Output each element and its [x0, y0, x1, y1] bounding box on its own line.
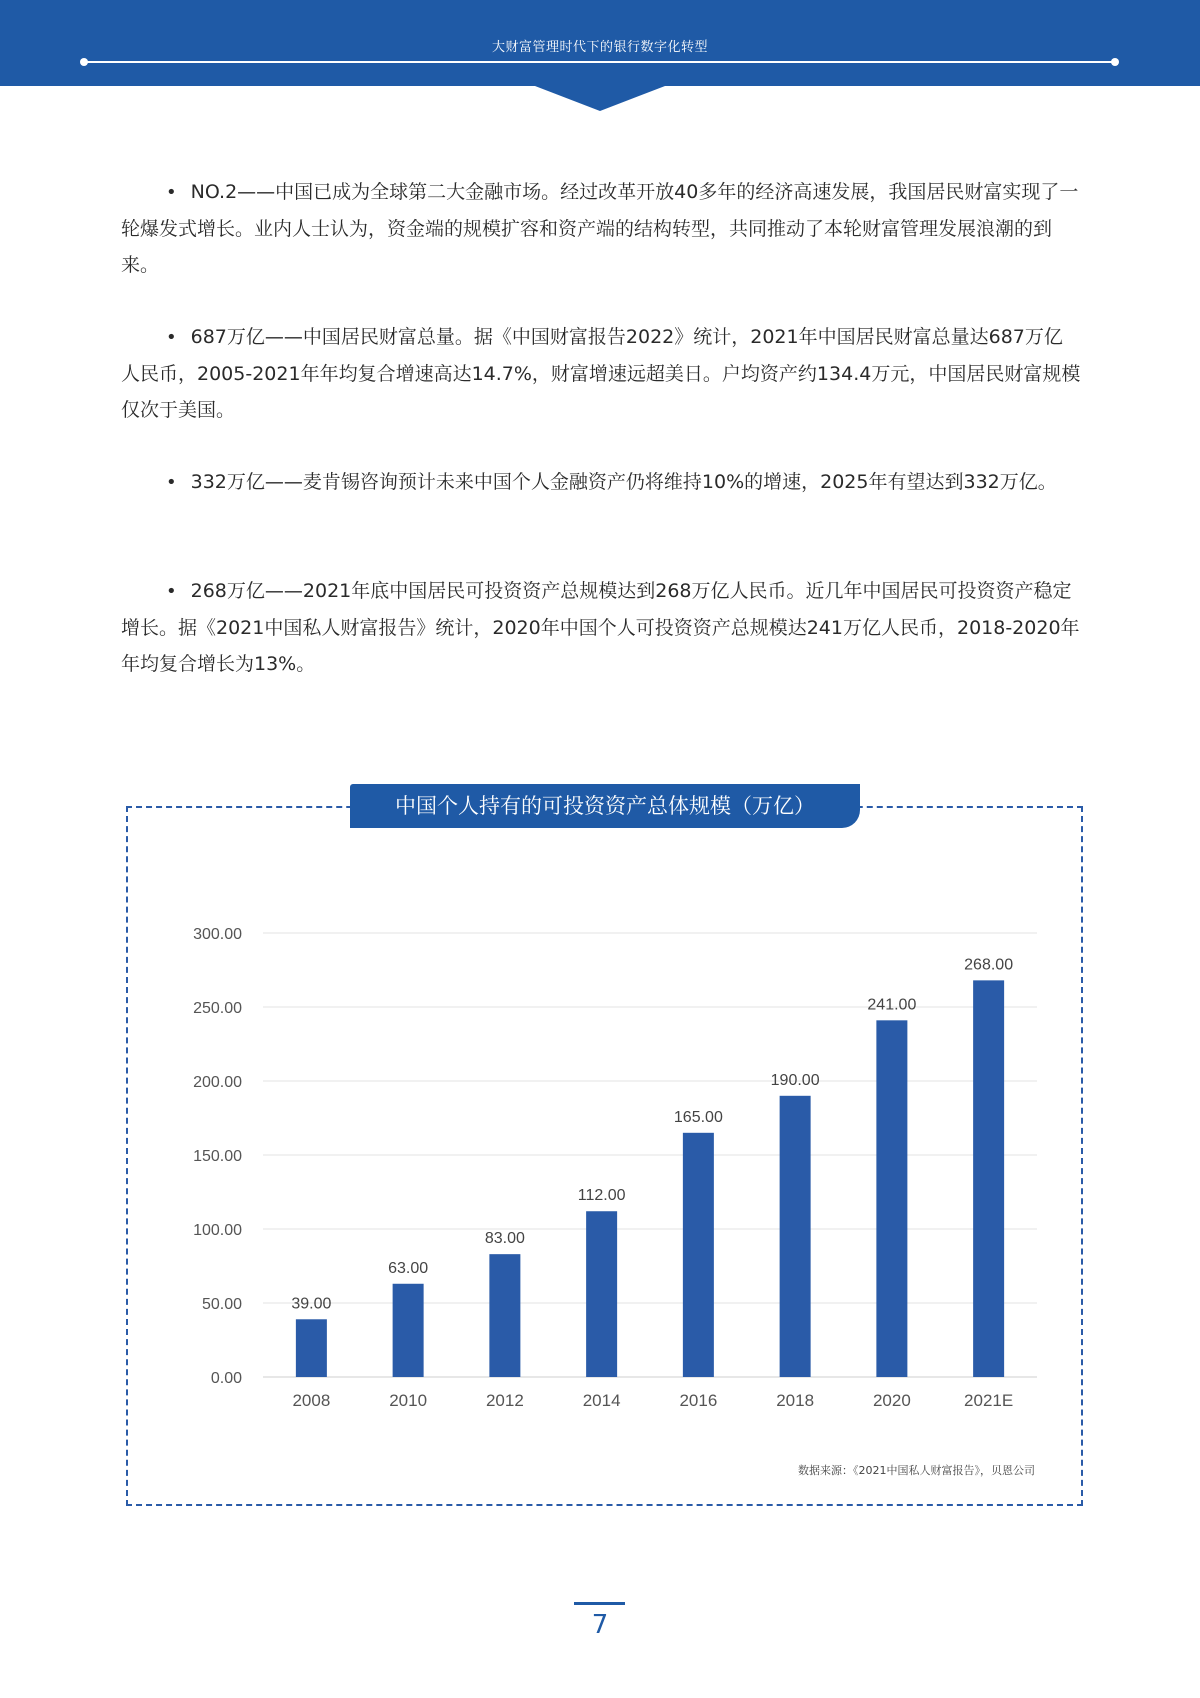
x-tick-label: 2014	[582, 1391, 621, 1410]
x-tick-label: 2012	[485, 1391, 524, 1410]
bullet-text: 268万亿——2021年底中国居民可投资资产总规模达到268万亿人民币。近几年中国居民可投资资产稳定增长。据《2021中国私人财富报告》统计，2020年中国个人可投资资产总规模达241万亿人民币，2018-2020年年均复合增长为13%。	[121, 580, 1080, 675]
bullet-marker: •	[166, 327, 177, 348]
bullet-text: NO.2——中国已成为全球第二大金融市场。经过改革开放40多年的经济高速发展，我国居民财富实现了一轮爆发式增长。业内人士认为，资金端的规模扩容和资产端的结构转型，共同推动了本轮财富管理发展浪潮的到来。	[121, 181, 1079, 276]
y-tick-label: 0.00	[210, 1370, 242, 1387]
y-tick-label: 150.00	[193, 1148, 242, 1165]
x-tick-label: 2010	[389, 1391, 428, 1410]
bullet-marker: •	[166, 472, 177, 493]
x-tick-label: 2020	[872, 1391, 911, 1410]
data-label: 63.00	[388, 1259, 429, 1277]
data-label: 112.00	[577, 1187, 626, 1205]
bar	[876, 1020, 907, 1377]
bar	[393, 1284, 424, 1377]
chart-source-note: 数据来源：《2021中国私人财富报告》，贝恩公司	[798, 1464, 1035, 1477]
bullet-marker: •	[166, 581, 177, 602]
bar	[973, 980, 1004, 1377]
y-tick-label: 200.00	[193, 1074, 242, 1091]
page-number-rule	[574, 1602, 625, 1605]
bar	[780, 1096, 811, 1377]
y-tick-label: 300.00	[193, 926, 242, 943]
data-label: 39.00	[291, 1295, 332, 1313]
x-tick-label: 2018	[776, 1391, 815, 1410]
bar	[489, 1254, 520, 1377]
bar	[296, 1319, 327, 1377]
bullet-text: 332万亿——麦肯锡咨询预计未来中国个人金融资产仍将维持10%的增速，2025年有望达到332万亿。	[190, 471, 1057, 493]
document-title: 大财富管理时代下的银行数字化转型	[491, 40, 708, 55]
data-label: 83.00	[484, 1230, 525, 1248]
data-label: 190.00	[770, 1071, 820, 1089]
bullet-text: 687万亿——中国居民财富总量。据《中国财富报告2022》统计，2021年中国居民财富总量达687万亿人民币，2005-2021年年均复合增速高达14.7%，财富增速远超美日。户均资产约134.4万元，中国居民财富规模仅次于美国。	[121, 326, 1081, 421]
bar	[683, 1133, 714, 1377]
data-label: 241.00	[867, 996, 917, 1014]
bar	[586, 1211, 617, 1377]
chart-title: 中国个人持有的可投资资产总体规模（万亿）	[350, 784, 860, 828]
x-tick-label: 2016	[679, 1391, 718, 1410]
bullet-marker: •	[166, 182, 177, 203]
y-tick-label: 50.00	[201, 1296, 242, 1313]
y-tick-label: 100.00	[193, 1222, 242, 1239]
y-tick-label: 250.00	[193, 1000, 242, 1017]
data-label: 165.00	[673, 1108, 723, 1126]
page-number: 7	[591, 1610, 609, 1640]
x-tick-label: 2008	[292, 1391, 331, 1410]
data-label: 268.00	[964, 956, 1014, 974]
x-tick-label: 2021E	[964, 1391, 1014, 1410]
